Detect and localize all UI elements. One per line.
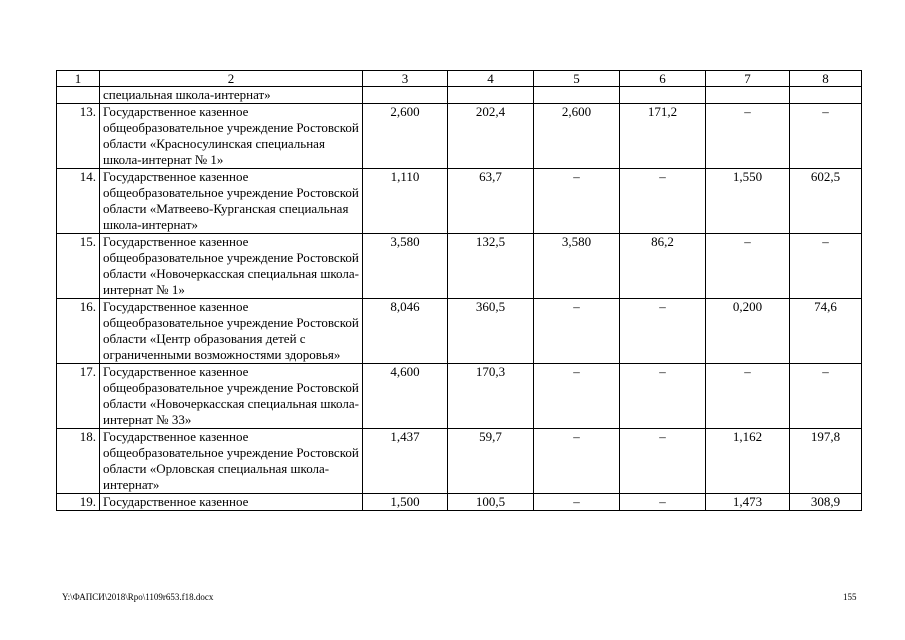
value-cell: – — [534, 429, 620, 494]
value-cell: – — [790, 104, 862, 169]
data-table — [56, 70, 862, 511]
value-cell: 171,2 — [620, 104, 706, 169]
value-cell: – — [534, 364, 620, 429]
value-cell: – — [790, 364, 862, 429]
table-body — [57, 71, 862, 511]
value-cell: 1,162 — [706, 429, 790, 494]
value-cell: 197,8 — [790, 429, 862, 494]
value-cell: 132,5 — [448, 234, 534, 299]
table-row — [57, 429, 862, 494]
table-row — [57, 364, 862, 429]
value-cell: – — [620, 299, 706, 364]
value-cell: 1,550 — [706, 169, 790, 234]
value-cell: 3,580 — [363, 234, 448, 299]
value-cell — [363, 87, 448, 104]
table-row — [57, 234, 862, 299]
row-number-cell: 18. — [57, 429, 100, 494]
continuation-row — [57, 87, 862, 104]
header-cell: 8 — [790, 71, 862, 87]
value-cell: – — [706, 234, 790, 299]
value-cell: 2,600 — [363, 104, 448, 169]
value-cell: 360,5 — [448, 299, 534, 364]
footer-page-number: 155 — [843, 592, 857, 602]
institution-name-cell: специальная школа-интернат» — [100, 87, 363, 104]
value-cell: 602,5 — [790, 169, 862, 234]
value-cell: 308,9 — [790, 494, 862, 511]
value-cell: 2,600 — [534, 104, 620, 169]
value-cell — [706, 87, 790, 104]
header-cell: 2 — [100, 71, 363, 87]
value-cell: 8,046 — [363, 299, 448, 364]
value-cell: – — [534, 494, 620, 511]
institution-name-cell: Государственное казенное общеобразовательное учреждение Ростовской области «Центр образования детей с ограниченными возможностями здоровья» — [100, 299, 363, 364]
institution-name-cell: Государственное казенное — [100, 494, 363, 511]
header-cell: 1 — [57, 71, 100, 87]
value-cell: 1,437 — [363, 429, 448, 494]
value-cell: – — [620, 169, 706, 234]
institution-name-cell: Государственное казенное общеобразовательное учреждение Ростовской области «Красносулинская специальная школа-интернат № 1» — [100, 104, 363, 169]
value-cell: 3,580 — [534, 234, 620, 299]
row-number-cell: 15. — [57, 234, 100, 299]
value-cell: 202,4 — [448, 104, 534, 169]
row-number-cell: 14. — [57, 169, 100, 234]
header-cell: 7 — [706, 71, 790, 87]
value-cell: 1,110 — [363, 169, 448, 234]
table-row — [57, 104, 862, 169]
value-cell: – — [706, 104, 790, 169]
row-number-cell: 16. — [57, 299, 100, 364]
row-number-cell: 17. — [57, 364, 100, 429]
value-cell: 86,2 — [620, 234, 706, 299]
value-cell: 63,7 — [448, 169, 534, 234]
value-cell: – — [534, 299, 620, 364]
value-cell — [534, 87, 620, 104]
row-number-cell: 19. — [57, 494, 100, 511]
value-cell: 59,7 — [448, 429, 534, 494]
value-cell: – — [620, 494, 706, 511]
value-cell: 0,200 — [706, 299, 790, 364]
row-number-cell — [57, 87, 100, 104]
institution-name-cell: Государственное казенное общеобразовательное учреждение Ростовской области «Матвеево-Курганская специальная школа-интернат» — [100, 169, 363, 234]
value-cell — [448, 87, 534, 104]
header-cell: 6 — [620, 71, 706, 87]
institution-name-cell: Государственное казенное общеобразовательное учреждение Ростовской области «Орловская специальная школа-интернат» — [100, 429, 363, 494]
value-cell — [790, 87, 862, 104]
value-cell: – — [620, 429, 706, 494]
value-cell — [620, 87, 706, 104]
header-cell: 4 — [448, 71, 534, 87]
value-cell: 170,3 — [448, 364, 534, 429]
table-row — [57, 494, 862, 511]
value-cell: 1,473 — [706, 494, 790, 511]
value-cell: 74,6 — [790, 299, 862, 364]
value-cell: 4,600 — [363, 364, 448, 429]
row-number-cell: 13. — [57, 104, 100, 169]
table-row — [57, 299, 862, 364]
header-row — [57, 71, 862, 87]
header-cell: 3 — [363, 71, 448, 87]
value-cell: – — [790, 234, 862, 299]
table-row — [57, 169, 862, 234]
value-cell: – — [706, 364, 790, 429]
value-cell: – — [620, 364, 706, 429]
header-cell: 5 — [534, 71, 620, 87]
value-cell: 100,5 — [448, 494, 534, 511]
institution-name-cell: Государственное казенное общеобразовательное учреждение Ростовской области «Новочеркасская специальная школа-интернат № 33» — [100, 364, 363, 429]
value-cell: – — [534, 169, 620, 234]
footer-file-path: Y:\ФАПСИ\2018\Rpo\1109r653.f18.docx — [62, 592, 214, 602]
institution-name-cell: Государственное казенное общеобразовательное учреждение Ростовской области «Новочеркасская специальная школа-интернат № 1» — [100, 234, 363, 299]
value-cell: 1,500 — [363, 494, 448, 511]
